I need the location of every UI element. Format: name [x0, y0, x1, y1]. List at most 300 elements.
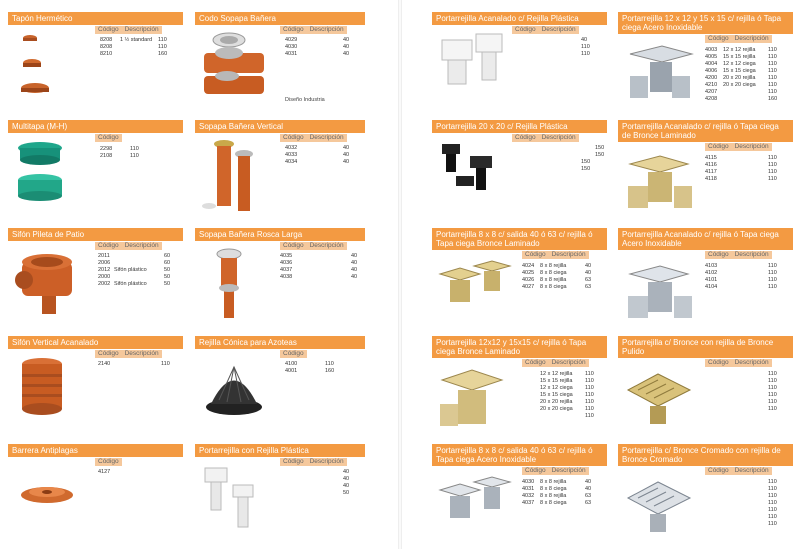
table-cell: 110 [768, 82, 777, 88]
table-cell: 40 [351, 260, 358, 266]
table-row [705, 68, 782, 75]
product-image [436, 252, 516, 327]
table-cell: 110 [768, 399, 777, 405]
table-cell [723, 392, 768, 399]
table-cell: 110 [130, 153, 139, 159]
product-table [515, 37, 595, 58]
header-cell: Código [280, 26, 307, 34]
table-row [522, 406, 599, 413]
table-header [95, 26, 162, 34]
table-header [280, 26, 347, 34]
table-cell: 8208 [100, 44, 113, 50]
table-row [705, 378, 782, 385]
table-cell [296, 274, 351, 281]
product-image [12, 244, 92, 319]
table-cell [723, 270, 768, 277]
table-cell [296, 260, 351, 267]
table-cell [280, 476, 298, 483]
table-cell [723, 514, 768, 521]
table-cell [723, 399, 768, 406]
table-cell: 2006 [98, 260, 111, 266]
table-cell: 110 [768, 521, 777, 527]
table-header [705, 143, 772, 151]
table-cell: 8 x 8 ciega [540, 500, 567, 506]
product-table [515, 145, 609, 173]
table-row [98, 253, 178, 260]
header-cell: Código [522, 251, 549, 259]
table-cell: 110 [768, 169, 777, 175]
table-cell [705, 500, 723, 507]
table-cell [723, 169, 768, 176]
product-table [522, 263, 599, 291]
header-cell: Descripción [307, 242, 347, 250]
table-cell: 110 [768, 61, 777, 67]
table-cell [120, 44, 158, 51]
table-cell: 150 [595, 152, 605, 158]
table-header [512, 134, 579, 142]
table-cell: 40 [351, 274, 358, 280]
table-cell: 110 [585, 413, 594, 419]
table-cell: 110 [768, 486, 777, 492]
table-cell [296, 267, 351, 274]
table-cell: 160 [325, 368, 335, 374]
table-row [705, 47, 782, 54]
table-row [522, 500, 599, 507]
table-cell: 4027 [522, 284, 535, 290]
table-cell: 4207 [705, 89, 718, 95]
header-cell: Código [512, 26, 539, 34]
table-cell: 20 x 20 rejilla [540, 399, 573, 405]
table-cell: 4037 [522, 500, 535, 506]
table-cell [531, 51, 581, 58]
table-cell: 2002 [98, 281, 111, 287]
table-row [705, 493, 782, 500]
table-row [705, 277, 782, 284]
table-cell: 110 [158, 44, 167, 50]
table-cell: 4038 [280, 274, 293, 280]
table-cell [723, 277, 768, 284]
table-cell: 63 [585, 284, 592, 290]
product-title: Portarrejilla Acanalado c/ rejilla ó Tapa ciega de Bronce Laminado [618, 120, 793, 142]
table-row [522, 284, 599, 291]
table-cell: 150 [581, 159, 591, 165]
table-cell: 4006 [705, 68, 718, 74]
table-cell: 63 [585, 500, 592, 506]
table-header [95, 350, 162, 358]
table-cell [280, 490, 298, 497]
table-cell: 110 [768, 371, 777, 377]
table-cell [723, 371, 768, 378]
table-cell: 150 [581, 166, 591, 172]
table-cell: 60 [164, 260, 171, 266]
product-title: Barrera Antiplagas [8, 444, 183, 457]
table-cell [723, 162, 768, 169]
table-cell: 2011 [98, 253, 110, 259]
table-cell: 8 x 8 rejilla [540, 493, 567, 499]
table-cell: 110 [768, 176, 777, 182]
table-cell: 12 x 12 ciega [540, 385, 573, 391]
table-cell: 40 [585, 479, 592, 485]
table-row [705, 486, 782, 493]
table-header [280, 134, 347, 142]
table-row [522, 493, 599, 500]
product-title: Portarrejilla 12x12 y 15x15 c/ rejilla ó Tapa ciega Bronce Laminado [432, 336, 607, 358]
table-row [522, 413, 599, 420]
table-cell [723, 385, 768, 392]
table-cell: 40 [343, 159, 350, 165]
table-cell: 110 [768, 392, 777, 398]
table-cell: 110 [768, 155, 777, 161]
table-row [280, 253, 365, 260]
table-cell: 4037 [280, 267, 293, 273]
table-header [280, 350, 307, 358]
product-image [12, 136, 92, 211]
product-title: Tapón Hermético [8, 12, 183, 25]
table-row [705, 263, 782, 270]
table-cell [522, 371, 540, 378]
header-cell: Descripción [539, 26, 579, 34]
table-row [522, 486, 599, 493]
product-title: Portarrejilla Acanalado c/ rejilla ó Tapa ciega Acero Inoxidable [618, 228, 793, 250]
table-cell [303, 145, 343, 152]
header-cell: Descripción [307, 26, 347, 34]
product-image [199, 352, 279, 427]
product-image [622, 468, 702, 543]
table-cell: 4117 [705, 169, 717, 175]
product-image [199, 136, 279, 211]
table-cell: 40 [343, 483, 350, 489]
table-header [705, 35, 772, 43]
table-cell [298, 476, 343, 483]
table-cell: 50 [343, 490, 350, 496]
table-cell [515, 159, 531, 166]
table-cell: 4033 [285, 152, 298, 158]
table-cell [515, 152, 531, 159]
table-cell: 8 x 8 ciega [540, 284, 567, 290]
table-header [95, 242, 162, 250]
product-title: Sopapa Bañera Vertical [195, 120, 365, 133]
table-row [285, 44, 357, 51]
table-cell: 4026 [522, 277, 535, 283]
table-row [515, 51, 595, 58]
product-table [705, 479, 782, 528]
product-table [705, 371, 782, 413]
table-cell [705, 521, 723, 528]
table-cell [723, 521, 768, 528]
table-row [280, 490, 357, 497]
table-cell: 40 [585, 263, 592, 269]
header-cell: Descripción [732, 35, 772, 43]
product-title: Rejilla Cónica para Azoteas [195, 336, 365, 349]
table-cell: 110 [768, 479, 777, 485]
table-cell [303, 51, 343, 58]
product-image [12, 28, 92, 103]
table-cell [114, 260, 164, 267]
table-cell: 110 [585, 385, 594, 391]
table-cell [515, 166, 531, 173]
table-cell: 40 [343, 37, 350, 43]
table-cell [522, 406, 540, 413]
product-note: Diseño Industria [285, 97, 325, 103]
table-cell: 12 x 12 rejilla [540, 371, 573, 377]
table-row [280, 483, 357, 490]
table-cell: 110 [585, 406, 594, 412]
header-cell: Descripción [122, 242, 162, 250]
product-table [98, 361, 175, 368]
table-cell: 15 x 15 rejilla [540, 378, 573, 384]
table-cell: 8210 [100, 51, 113, 57]
table-row [705, 399, 782, 406]
table-cell [114, 274, 164, 281]
table-cell: 8 x 8 ciega [540, 486, 567, 492]
table-cell: 4100 [285, 361, 298, 367]
table-cell [298, 490, 343, 497]
product-title: Sifón Pileta de Patio [8, 228, 183, 241]
table-cell: 160 [158, 51, 168, 57]
product-table [522, 371, 599, 420]
header-cell: Descripción [122, 26, 162, 34]
table-row [705, 284, 782, 291]
header-cell: Descripción [549, 359, 589, 367]
table-cell [723, 486, 768, 493]
table-cell: 40 [351, 267, 358, 273]
table-cell: 4031 [285, 51, 298, 57]
product-table [280, 253, 365, 281]
table-row [705, 89, 782, 96]
product-title: Sifón Vertical Acanalado [8, 336, 183, 349]
table-cell [723, 493, 768, 500]
table-cell: 110 [768, 54, 777, 60]
product-table [280, 469, 357, 497]
table-cell: 4005 [705, 54, 718, 60]
table-row [100, 146, 170, 153]
product-image [622, 252, 702, 327]
table-cell [531, 37, 581, 44]
table-cell: 8208 [100, 37, 113, 43]
table-row [705, 507, 782, 514]
table-cell [705, 392, 723, 399]
table-cell: 2140 [98, 361, 111, 367]
table-row [98, 274, 178, 281]
table-cell: 8 x 8 rejilla [540, 479, 567, 485]
table-row [285, 145, 357, 152]
table-cell: 20 x 20 ciega [723, 82, 756, 88]
table-cell [522, 378, 540, 385]
table-cell: 110 [161, 361, 170, 367]
table-cell [515, 37, 531, 44]
table-row [522, 378, 599, 385]
table-cell: 50 [164, 267, 171, 273]
table-cell [723, 500, 768, 507]
table-row [515, 166, 609, 173]
table-cell: 4127 [98, 469, 111, 475]
table-cell: 110 [768, 89, 777, 95]
table-row [98, 469, 168, 476]
table-cell: Sifón plástico [114, 281, 147, 287]
product-table [705, 47, 782, 103]
product-title: Multitapa (M-H) [8, 120, 183, 133]
table-row [522, 263, 599, 270]
table-cell: 4030 [285, 44, 298, 50]
table-row [100, 51, 172, 58]
table-row [705, 82, 782, 89]
table-cell: 150 [595, 145, 605, 151]
table-cell: 40 [351, 253, 358, 259]
product-image [622, 360, 702, 435]
table-cell [705, 385, 723, 392]
table-cell: 110 [585, 399, 594, 405]
table-cell: 110 [130, 146, 139, 152]
table-cell: 110 [768, 263, 777, 269]
table-row [522, 385, 599, 392]
table-row [705, 54, 782, 61]
table-cell: 4208 [705, 96, 718, 102]
table-row [522, 479, 599, 486]
product-image [436, 468, 516, 543]
product-image [12, 352, 92, 427]
table-cell: 8 x 8 ciega [540, 270, 567, 276]
table-cell [531, 44, 581, 51]
table-cell: 110 [768, 162, 777, 168]
product-title: Codo Sopapa Bañera [195, 12, 365, 25]
table-cell [114, 253, 164, 260]
table-cell: 40 [585, 270, 592, 276]
table-row [285, 51, 357, 58]
table-cell [515, 51, 531, 58]
table-row [98, 267, 178, 274]
product-title: Portarrejilla Acanalado c/ Rejilla Plástica [432, 12, 607, 25]
header-cell: Código [512, 134, 539, 142]
table-cell [531, 145, 581, 152]
table-cell [723, 406, 768, 413]
table-header [280, 458, 347, 466]
table-cell [705, 514, 723, 521]
product-table [100, 146, 170, 160]
table-cell [723, 155, 768, 162]
table-row [280, 260, 365, 267]
table-cell: 110 [768, 514, 777, 520]
header-cell: Descripción [732, 467, 772, 475]
product-title: Portarrejilla 8 x 8 c/ salida 40 ó 63 c/ rejilla ó Tapa ciega Acero Inoxidable [432, 444, 607, 466]
table-cell [723, 284, 768, 291]
product-table [100, 37, 172, 58]
table-cell [705, 486, 723, 493]
table-row [705, 521, 782, 528]
table-cell: 4024 [522, 263, 535, 269]
table-cell: 4116 [705, 162, 717, 168]
table-row [705, 514, 782, 521]
table-cell: 40 [343, 152, 350, 158]
table-row [705, 96, 782, 103]
table-cell [705, 371, 723, 378]
table-cell: 2108 [100, 153, 113, 159]
table-row [100, 37, 172, 44]
table-row [280, 267, 365, 274]
table-cell: 63 [585, 277, 592, 283]
table-row [100, 44, 172, 51]
table-row [515, 37, 595, 44]
table-header [280, 242, 347, 250]
table-cell: 40 [581, 37, 588, 43]
table-row [98, 361, 175, 368]
table-row [285, 361, 355, 368]
table-row [522, 392, 599, 399]
header-cell: Descripción [122, 350, 162, 358]
table-cell [723, 507, 768, 514]
table-cell [298, 483, 343, 490]
table-header [705, 467, 772, 475]
product-image [622, 144, 702, 219]
header-cell: Descripción [732, 143, 772, 151]
table-cell [120, 51, 158, 58]
product-image [436, 136, 516, 211]
table-row [100, 153, 170, 160]
table-cell: 40 [343, 476, 350, 482]
header-cell: Descripción [549, 251, 589, 259]
table-cell [705, 378, 723, 385]
table-cell: 50 [164, 274, 171, 280]
table-cell: 4001 [285, 368, 298, 374]
table-cell [705, 493, 723, 500]
table-row [285, 152, 357, 159]
table-cell: 8 x 8 rejilla [540, 263, 567, 269]
header-cell: Código [95, 350, 122, 358]
product-image [199, 28, 279, 103]
product-title: Portarrejilla 12 x 12 y 15 x 15 c/ rejilla ó Tapa ciega Acero Inoxidable [618, 12, 793, 34]
table-cell: 110 [768, 47, 777, 53]
table-cell: 110 [768, 500, 777, 506]
table-header [512, 26, 579, 34]
table-cell: 4101 [705, 277, 718, 283]
table-cell [723, 378, 768, 385]
table-header [522, 467, 589, 475]
table-cell [723, 176, 768, 183]
table-cell [723, 96, 768, 103]
table-row [705, 371, 782, 378]
table-cell: 110 [581, 51, 590, 57]
header-cell: Código [280, 350, 307, 358]
table-cell: 110 [768, 385, 777, 391]
table-row [522, 371, 599, 378]
table-cell: 110 [768, 406, 777, 412]
table-row [98, 281, 178, 288]
table-row [705, 270, 782, 277]
table-cell: 40 [343, 44, 350, 50]
table-row [705, 176, 782, 183]
table-cell: 110 [768, 284, 777, 290]
table-cell: 15 x 15 ciega [723, 68, 756, 74]
table-cell: 1 ½ standard [120, 37, 153, 43]
table-row [705, 392, 782, 399]
table-cell: 4118 [705, 176, 717, 182]
header-cell: Código [95, 26, 122, 34]
table-cell: 110 [768, 270, 777, 276]
table-row [705, 479, 782, 486]
product-table [705, 155, 782, 183]
product-title: Portarrejilla 8 x 8 c/ salida 40 ó 63 c/ rejilla ó Tapa ciega Bronce Laminado [432, 228, 607, 250]
table-cell: 4032 [285, 145, 298, 151]
table-row [705, 162, 782, 169]
header-cell: Código [95, 458, 122, 466]
table-cell: 8 x 8 rejilla [540, 277, 567, 283]
product-title: Portarrejilla c/ Bronce con rejilla de Bronce Pulido [618, 336, 793, 358]
product-table [705, 263, 782, 291]
table-row [280, 469, 357, 476]
table-cell: 110 [768, 493, 777, 499]
table-row [285, 159, 357, 166]
table-cell [303, 37, 343, 44]
table-cell: 4036 [280, 260, 293, 266]
